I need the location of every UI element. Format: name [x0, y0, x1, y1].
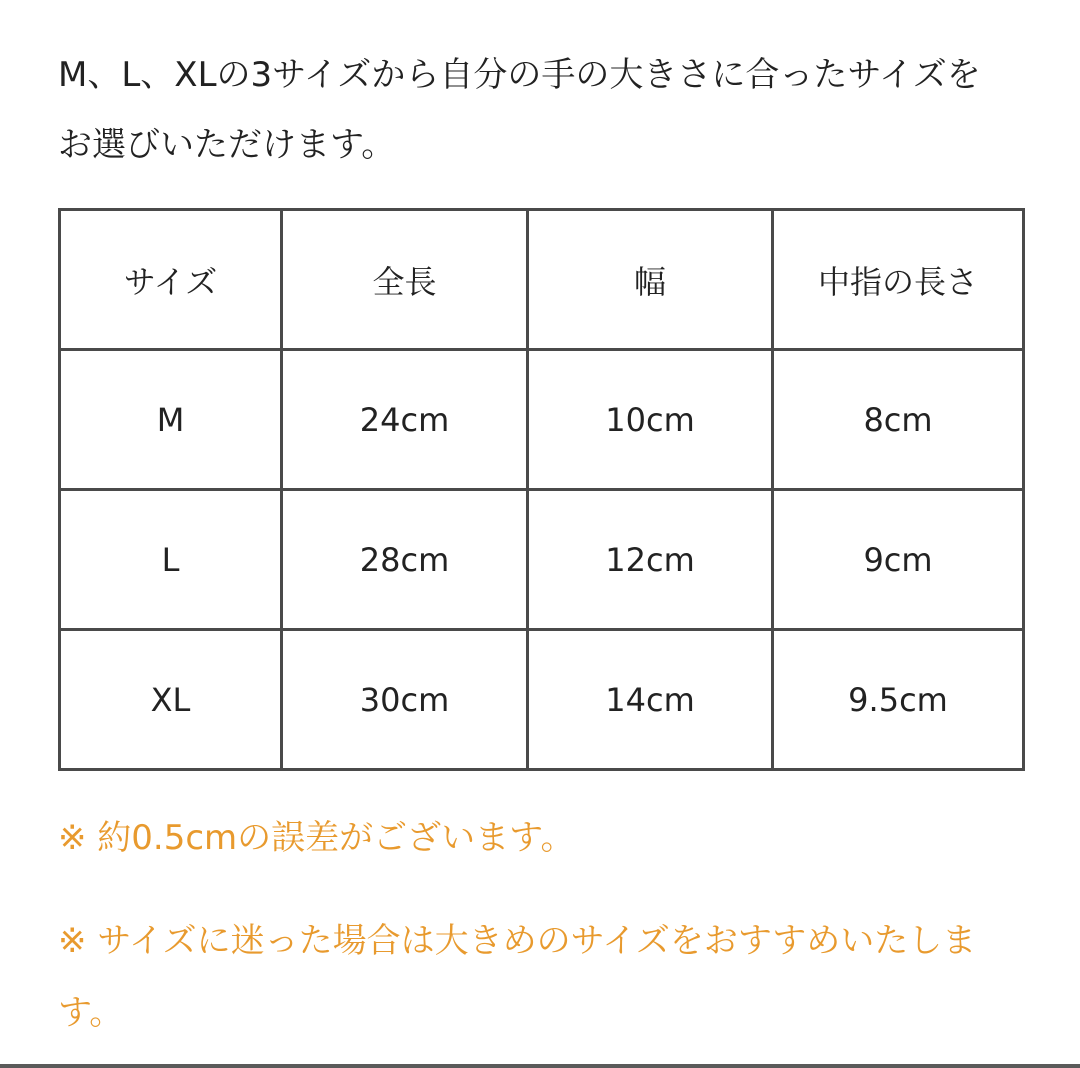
cell-width: 10cm — [528, 350, 773, 490]
header-total-length: 全長 — [282, 210, 528, 350]
table-header-row — [60, 210, 1024, 350]
table-row — [60, 350, 1024, 490]
cell-size: M — [60, 350, 282, 490]
cell-width: 12cm — [528, 490, 773, 630]
cell-middle-finger-length: 8cm — [773, 350, 1024, 490]
size-advice-line-2: す。 — [58, 993, 124, 1033]
cell-middle-finger-length: 9.5cm — [773, 630, 1024, 770]
intro-line-2: お選びいただけます。 — [58, 125, 396, 165]
table-row — [60, 630, 1024, 770]
header-width: 幅 — [528, 210, 773, 350]
tolerance-note — [58, 802, 1048, 874]
cell-total-length: 24cm — [282, 350, 528, 490]
cell-size: XL — [60, 630, 282, 770]
cell-width: 14cm — [528, 630, 773, 770]
intro-line-1: M、L、XLの3サイズから自分の手の大きさに合ったサイズを — [58, 55, 981, 95]
size-advice-note — [58, 905, 1048, 1049]
header-size: サイズ — [60, 210, 282, 350]
cell-middle-finger-length: 9cm — [773, 490, 1024, 630]
table-row — [60, 490, 1024, 630]
cell-total-length: 30cm — [282, 630, 528, 770]
size-advice-line-1: ※ サイズに迷った場合は大きめのサイズをおすすめいたしま — [58, 921, 977, 961]
tolerance-note-text: ※ 約0.5cmの誤差がございます。 — [58, 818, 575, 858]
cell-size: L — [60, 490, 282, 630]
intro-text — [58, 40, 1048, 180]
header-middle-finger-length: 中指の長さ — [773, 210, 1024, 350]
size-chart-table — [58, 208, 1025, 771]
bottom-divider — [0, 1064, 1080, 1068]
cell-total-length: 28cm — [282, 490, 528, 630]
